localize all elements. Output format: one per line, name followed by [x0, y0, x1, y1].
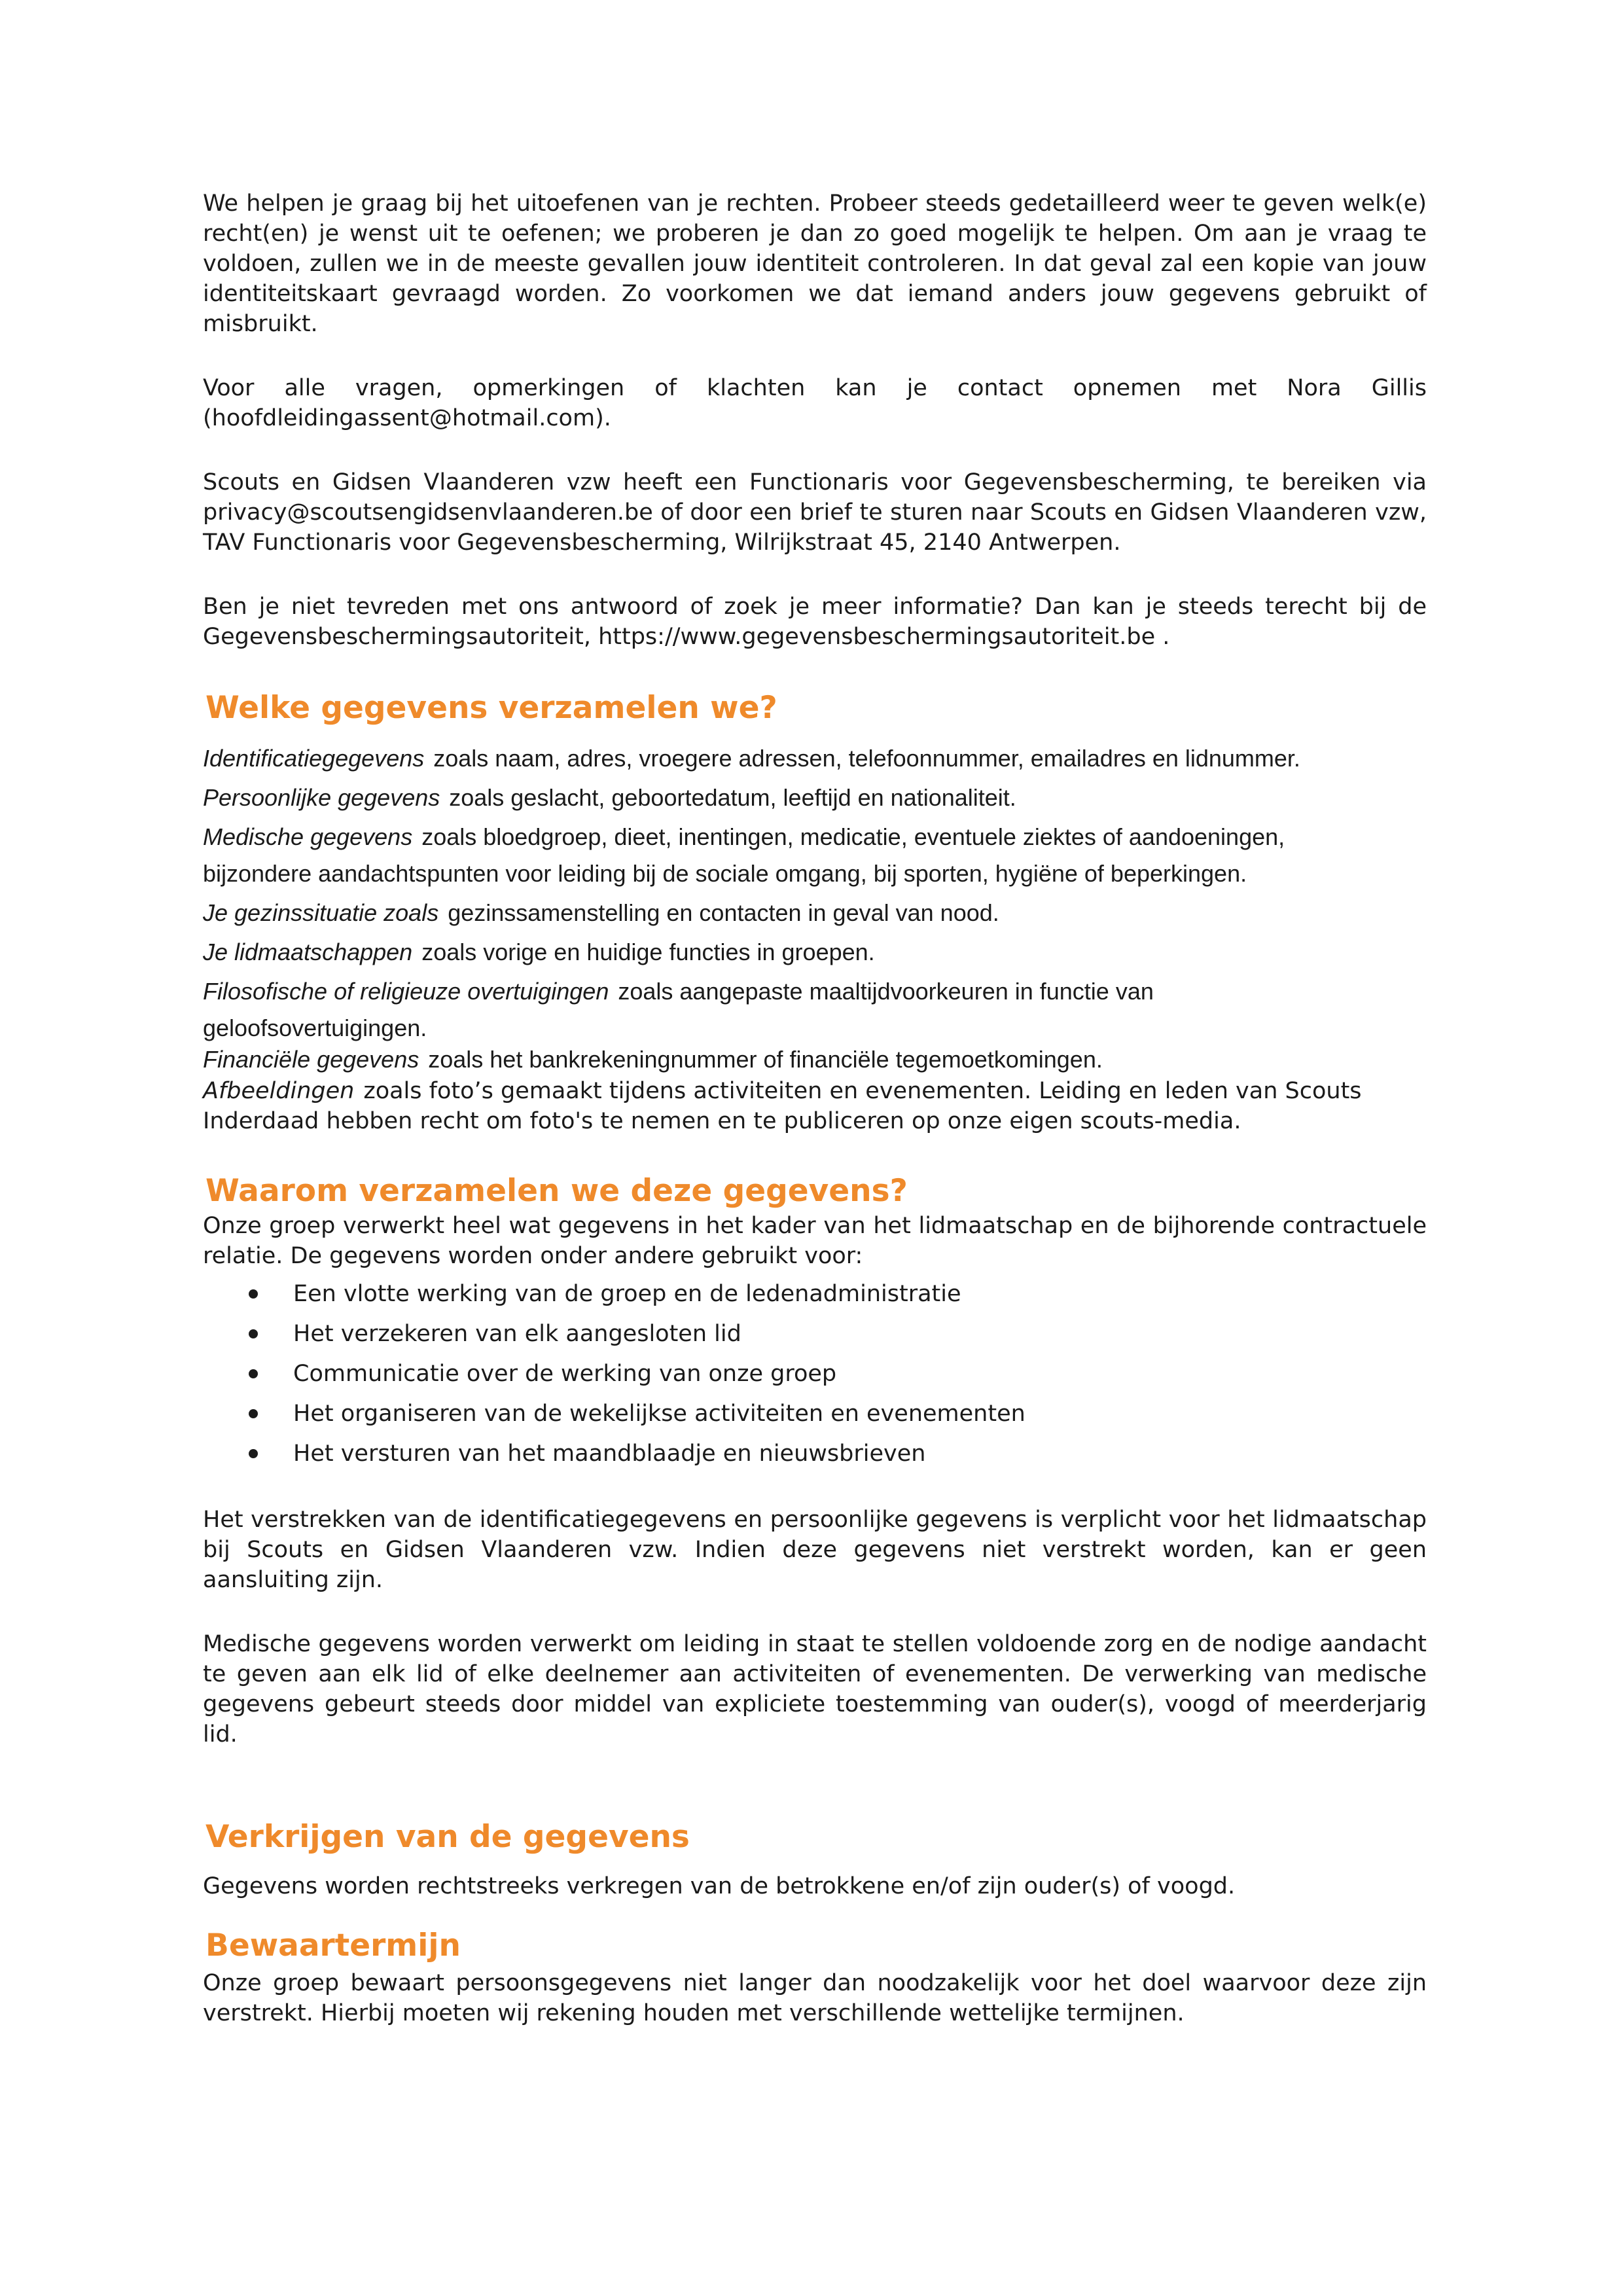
waarom-intro-paragraph: Onze groep verwerkt heel wat gegevens in het kader van het lidmaatschap en de bijhorende contractuele relatie. De gegevens worden onder andere gebruikt voor:: [203, 1213, 1427, 1269]
category-text: zoals vorige en huidige functies in groepen.: [421, 939, 875, 965]
category-label: Filosofische of religieuze overtuigingen: [203, 978, 609, 1005]
purpose-bullet-list: [203, 1279, 1427, 1479]
bullet-dot-icon: [249, 1289, 258, 1299]
category-label: Persoonlijke gegevens: [203, 784, 440, 811]
category-label: Afbeeldingen: [203, 1078, 355, 1104]
list-item: [203, 937, 1427, 967]
category-label: Identificatiegegevens: [203, 745, 425, 772]
list-item: [203, 1359, 1427, 1399]
list-item: [203, 1045, 1427, 1075]
category-label: Medische gegevens: [203, 823, 413, 850]
waarom-paragraph-mandatory: Het verstrekken van de identificatiegegevens en persoonlijke gegevens is verplicht voor het lidmaatschap bij Scouts en Gidsen Vlaanderen vzw. Indien deze gegevens niet verstrekt worden, kan er geen aansluiting zijn.: [203, 1507, 1427, 1593]
intro-paragraph-dpo: Scouts en Gidsen Vlaanderen vzw heeft een Functionaris voor Gegevensbescherming, te bereiken via privacy@scoutsengidsenvlaanderen.be of door een brief te sturen naar Scouts en Gidsen Vlaanderen vzw, TAV Functionaris voor Gegevensbescherming, Wilrijkstraat 45, 2140 Antwerpen.: [203, 469, 1427, 556]
heading-verkrijgen: Verkrijgen van de gegevens: [205, 1819, 690, 1855]
category-text: zoals naam, adres, vroegere adressen, telefoonnummer, emailadres en lidnummer.: [433, 745, 1300, 772]
category-text-continued: geloofsovertuigingen.: [203, 1014, 427, 1041]
afbeeldingen-paragraph: [203, 1076, 1427, 1136]
category-text: zoals foto’s gemaakt tijdens activiteiten en evenementen. Leiding en leden van Scouts Inderdaad hebben recht om foto's te nemen en te publiceren op onze eigen scouts-media.: [203, 1078, 1362, 1134]
category-text: gezinssamenstelling en contacten in geval van nood.: [448, 899, 999, 926]
data-category-list: [203, 744, 1427, 1075]
category-text: zoals het bankrekeningnummer of financiële tegemoetkomingen.: [428, 1046, 1103, 1073]
bullet-dot-icon: [249, 1369, 258, 1378]
bullet-text: Communicatie over de werking van onze groep: [293, 1361, 837, 1387]
category-text: zoals geslacht, geboortedatum, leeftijd en nationaliteit.: [449, 784, 1016, 811]
bullet-dot-icon: [249, 1449, 258, 1458]
list-item: [203, 783, 1427, 813]
intro-paragraph-contact: Voor alle vragen, opmerkingen of klachten kan je contact opnemen met Nora Gillis (hoofdleidingassent@hotmail.com).: [203, 375, 1427, 431]
list-item: [203, 1279, 1427, 1319]
bullet-dot-icon: [249, 1329, 258, 1338]
list-item: [203, 744, 1427, 774]
bullet-text: Een vlotte werking van de groep en de ledenadministratie: [293, 1281, 961, 1307]
category-label: Financiële gegevens: [203, 1046, 419, 1073]
bullet-text: Het organiseren van de wekelijkse activiteiten en evenementen: [293, 1401, 1026, 1427]
category-label: Je lidmaatschappen: [203, 939, 413, 965]
list-item: [203, 898, 1427, 928]
verkrijgen-paragraph: Gegevens worden rechtstreeks verkregen van de betrokkene en/of zijn ouder(s) of voogd.: [203, 1873, 1236, 1899]
list-item: [203, 1399, 1427, 1439]
bullet-text: Het verzekeren van elk aangesloten lid: [293, 1321, 741, 1347]
category-label: Je gezinssituatie zoals: [203, 899, 439, 926]
bullet-dot-icon: [249, 1409, 258, 1418]
waarom-paragraph-medical: Medische gegevens worden verwerkt om leiding in staat te stellen voldoende zorg en de nodige aandacht te geven aan elk lid of elke deelnemer aan activiteiten of evenementen. De verwerking van medische gegevens gebeurt steeds door middel van expliciete toestemming van ouder(s), voogd of meerderjarig lid.: [203, 1631, 1427, 1748]
list-item: [203, 977, 1427, 1043]
document-page: [203, 188, 1427, 2028]
bullet-text: Het versturen van het maandblaadje en nieuwsbrieven: [293, 1441, 926, 1467]
heading-waarom: Waarom verzamelen we deze gegevens?: [205, 1173, 908, 1209]
bewaartermijn-paragraph: Onze groep bewaart persoonsgegevens niet langer dan noodzakelijk voor het doel waarvoor deze zijn verstrekt. Hierbij moeten wij rekening houden met verschillende wettelijke termijnen.: [203, 1970, 1427, 2026]
list-item: [203, 1439, 1427, 1479]
category-text-continued: bijzondere aandachtspunten voor leiding bij de sociale omgang, bij sporten, hygiëne of beperkingen.: [203, 860, 1247, 887]
heading-bewaartermijn: Bewaartermijn: [205, 1928, 461, 1964]
category-text: zoals bloedgroep, dieet, inentingen, medicatie, eventuele ziektes of aandoeningen,: [421, 823, 1285, 850]
intro-paragraph-rights: We helpen je graag bij het uitoefenen van je rechten. Probeer steeds gedetailleerd weer te geven welk(e) recht(en) je wenst uit te oefenen; we proberen je dan zo goed mogelijk te helpen. Om aan je vraag te voldoen, zullen we in de meeste gevallen jouw identiteit controleren. In dat geval zal een kopie van jouw identiteitskaart gevraagd worden. Zo voorkomen we dat iemand anders jouw gegevens gebruikt of misbruikt.: [203, 190, 1427, 337]
category-text: zoals aangepaste maaltijdvoorkeuren in functie van: [618, 978, 1154, 1005]
list-item: [203, 1319, 1427, 1359]
intro-paragraph-authority: Ben je niet tevreden met ons antwoord of zoek je meer informatie? Dan kan je steeds terecht bij de Gegevensbeschermingsautoriteit, https://www.gegevensbeschermingsautoriteit.be .: [203, 594, 1427, 650]
list-item: [203, 822, 1427, 889]
heading-welke-gegevens: Welke gegevens verzamelen we?: [205, 690, 777, 726]
